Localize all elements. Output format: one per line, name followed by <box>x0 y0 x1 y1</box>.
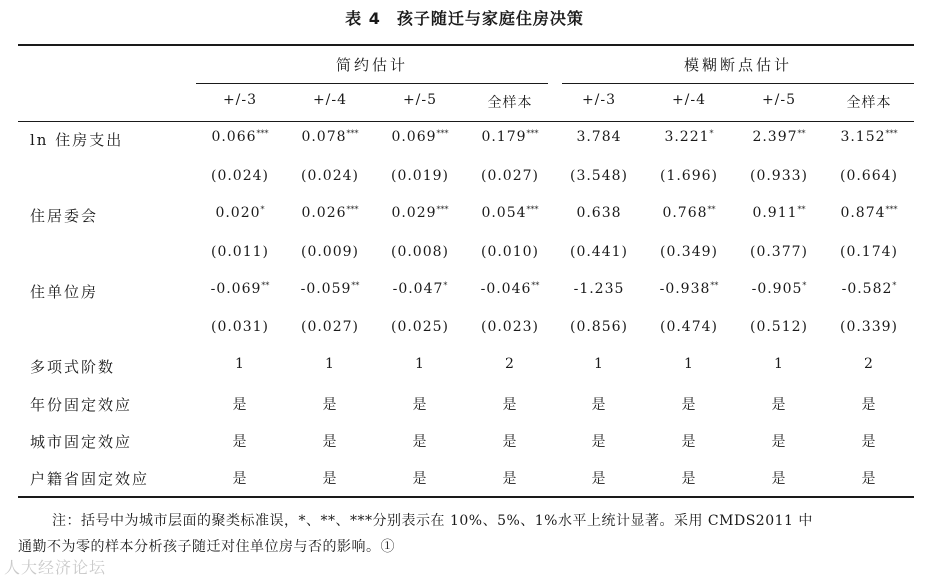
table-cell <box>551 431 647 451</box>
cell-value: (0.174) <box>839 244 898 260</box>
table-cell <box>372 205 468 221</box>
table-cell <box>372 244 468 260</box>
cell-value: -0.059 <box>300 281 352 297</box>
table-cell <box>282 129 378 145</box>
significance-stars: *** <box>346 205 359 214</box>
cell-value: 1 <box>684 356 694 372</box>
cell-value: (0.011) <box>210 244 269 260</box>
table-cell <box>551 394 647 414</box>
cell-value: 是 <box>322 434 338 450</box>
cell-value: -0.938 <box>659 281 711 297</box>
cell-value: 是 <box>322 397 338 413</box>
note-line-2: 通勤不为零的样本分析孩子随迁对住单位房与否的影响。① <box>18 539 395 555</box>
column-header: +/-3 <box>222 92 258 108</box>
table-cell <box>192 468 288 488</box>
cell-value: (0.008) <box>390 244 449 260</box>
cell-value: (0.024) <box>300 168 359 184</box>
significance-stars: *** <box>526 205 539 214</box>
cell-value: 是 <box>771 471 787 487</box>
cell-value: 0.911 <box>752 205 798 221</box>
cell-value: 3.152 <box>840 129 886 145</box>
cell-value: 0.026 <box>301 205 347 221</box>
cell-value: 是 <box>591 471 607 487</box>
cell-value: 是 <box>412 434 428 450</box>
table-cell <box>731 431 827 451</box>
table-cell <box>372 468 468 488</box>
table-cell <box>462 319 558 335</box>
header-rule <box>18 121 914 122</box>
cell-value: 2 <box>505 356 515 372</box>
group-header-reduced-form: 简约估计 <box>335 56 408 74</box>
cell-value: 是 <box>502 397 518 413</box>
cell-value: (0.025) <box>390 319 449 335</box>
cell-value: -0.046 <box>480 281 532 297</box>
cell-value: 0.874 <box>840 205 886 221</box>
table-number: 表 4 <box>345 9 381 28</box>
table-cell <box>641 168 737 184</box>
cell-value: 是 <box>861 471 877 487</box>
row-label: 户籍省固定效应 <box>30 470 150 488</box>
table-cell <box>551 281 647 297</box>
row-label: ln 住房支出 <box>30 131 124 149</box>
significance-stars: ** <box>797 129 806 138</box>
cell-value: 0.638 <box>576 205 622 221</box>
table-cell <box>551 168 647 184</box>
cell-value: 是 <box>681 434 697 450</box>
cell-value: 0.179 <box>481 129 527 145</box>
row-label: 年份固定效应 <box>30 396 133 414</box>
table-cell <box>821 129 917 145</box>
table-cell <box>641 356 737 372</box>
table-cell <box>731 168 827 184</box>
cell-value: 是 <box>232 471 248 487</box>
cell-value: 是 <box>412 397 428 413</box>
significance-stars: *** <box>436 205 449 214</box>
table-cell <box>731 129 827 145</box>
significance-stars: *** <box>885 129 898 138</box>
table-cell <box>821 394 917 414</box>
table-cell <box>282 205 378 221</box>
row-label: 多项式阶数 <box>30 358 116 376</box>
cell-value: 是 <box>591 434 607 450</box>
table-cell <box>462 431 558 451</box>
cell-value: (0.339) <box>839 319 898 335</box>
table-cell <box>282 244 378 260</box>
cell-value: -1.235 <box>573 281 625 297</box>
table-cell <box>192 394 288 414</box>
cell-value: (0.031) <box>210 319 269 335</box>
cell-value: 是 <box>232 397 248 413</box>
row-label: 城市固定效应 <box>30 433 133 451</box>
table-cell <box>372 129 468 145</box>
table-cell <box>282 168 378 184</box>
cell-value: 是 <box>322 471 338 487</box>
column-header: +/-3 <box>581 92 617 108</box>
cell-value: -0.069 <box>210 281 262 297</box>
cell-value: 1 <box>415 356 425 372</box>
table-cell <box>192 205 288 221</box>
cell-value: (0.027) <box>300 319 359 335</box>
table-cell <box>731 468 827 488</box>
watermark-logo: 人大经济论坛 <box>4 558 107 577</box>
table-cell <box>551 468 647 488</box>
column-header: 全样本 <box>487 95 533 111</box>
table-cell <box>551 356 647 372</box>
table-cell <box>641 319 737 335</box>
cell-value: -0.905 <box>751 281 803 297</box>
cell-value: (0.019) <box>390 168 449 184</box>
table-cell <box>192 281 288 297</box>
significance-stars: ** <box>531 281 540 290</box>
group-underline-reduced-form <box>196 83 548 84</box>
cell-value: 3.221 <box>664 129 710 145</box>
cell-value: 1 <box>325 356 335 372</box>
table-cell <box>821 431 917 451</box>
significance-stars: * <box>892 281 897 290</box>
cell-value: 2.397 <box>752 129 798 145</box>
table-cell <box>282 281 378 297</box>
table-cell <box>462 468 558 488</box>
column-header: +/-5 <box>761 92 797 108</box>
cell-value: 1 <box>235 356 245 372</box>
significance-stars: * <box>802 281 807 290</box>
table-cell <box>462 205 558 221</box>
significance-stars: ** <box>261 281 270 290</box>
cell-value: 0.078 <box>301 129 347 145</box>
cell-value: 是 <box>771 434 787 450</box>
cell-value: (0.856) <box>569 319 628 335</box>
table-cell <box>462 394 558 414</box>
cell-value: 是 <box>861 434 877 450</box>
table-cell <box>192 244 288 260</box>
significance-stars: *** <box>256 129 269 138</box>
table-cell <box>821 319 917 335</box>
cell-value: 0.069 <box>391 129 437 145</box>
table-cell <box>821 205 917 221</box>
table-cell <box>192 129 288 145</box>
table-title-text: 孩子随迁与家庭住房决策 <box>396 9 584 28</box>
table-cell <box>821 281 917 297</box>
table-cell <box>192 168 288 184</box>
table-cell <box>731 394 827 414</box>
cell-value: (0.024) <box>210 168 269 184</box>
table-cell <box>551 205 647 221</box>
column-header: 全样本 <box>846 95 892 111</box>
table-cell <box>731 356 827 372</box>
note-line-1: 注：括号中为城市层面的聚类标准误，*、**、***分别表示在 10%、5%、1%水平上统计显著。采用 CMDS2011 中 <box>52 513 813 529</box>
table-cell <box>372 319 468 335</box>
table-cell <box>462 168 558 184</box>
table-cell <box>282 394 378 414</box>
cell-value: 是 <box>861 397 877 413</box>
significance-stars: *** <box>436 129 449 138</box>
table-cell <box>282 356 378 372</box>
table-cell <box>551 129 647 145</box>
table-cell <box>641 244 737 260</box>
table-cell <box>641 394 737 414</box>
cell-value: 是 <box>591 397 607 413</box>
cell-value: (0.027) <box>480 168 539 184</box>
cell-value: (0.933) <box>749 168 808 184</box>
significance-stars: * <box>443 281 448 290</box>
table-cell <box>462 281 558 297</box>
cell-value: (1.696) <box>659 168 718 184</box>
top-rule <box>18 44 914 46</box>
cell-value: (0.349) <box>659 244 718 260</box>
cell-value: (0.474) <box>659 319 718 335</box>
group-header-fuzzy-rd: 模糊断点估计 <box>683 56 792 74</box>
significance-stars: *** <box>346 129 359 138</box>
significance-stars: * <box>260 205 265 214</box>
table-cell <box>641 205 737 221</box>
significance-stars: ** <box>710 281 719 290</box>
table-cell <box>641 129 737 145</box>
table-cell <box>192 319 288 335</box>
column-header: +/-5 <box>402 92 438 108</box>
table-cell <box>462 244 558 260</box>
table-cell <box>462 356 558 372</box>
cell-value: 是 <box>502 434 518 450</box>
significance-stars: *** <box>885 205 898 214</box>
table-cell <box>372 431 468 451</box>
significance-stars: ** <box>351 281 360 290</box>
significance-stars: ** <box>707 205 716 214</box>
table-cell <box>731 281 827 297</box>
table-cell <box>641 281 737 297</box>
cell-value: 是 <box>502 471 518 487</box>
cell-value: (0.441) <box>569 244 628 260</box>
table-cell <box>641 431 737 451</box>
cell-value: 是 <box>771 397 787 413</box>
cell-value: 0.054 <box>481 205 527 221</box>
cell-value: 2 <box>864 356 874 372</box>
cell-value: 1 <box>594 356 604 372</box>
group-underline-fuzzy-rd <box>562 83 914 84</box>
table-cell <box>551 319 647 335</box>
cell-value: -0.582 <box>841 281 893 297</box>
table-cell <box>372 394 468 414</box>
row-label: 住居委会 <box>30 207 99 225</box>
table-cell <box>282 468 378 488</box>
column-header: +/-4 <box>312 92 348 108</box>
significance-stars: *** <box>526 129 539 138</box>
cell-value: 0.768 <box>662 205 708 221</box>
table-cell <box>372 168 468 184</box>
cell-value: 是 <box>681 397 697 413</box>
cell-value: (0.377) <box>749 244 808 260</box>
table-cell <box>462 129 558 145</box>
table-cell <box>282 431 378 451</box>
table-cell <box>192 356 288 372</box>
table-cell <box>192 431 288 451</box>
table-cell <box>551 244 647 260</box>
cell-value: 1 <box>774 356 784 372</box>
table-cell <box>731 205 827 221</box>
cell-value: 是 <box>412 471 428 487</box>
significance-stars: ** <box>797 205 806 214</box>
cell-value: (0.010) <box>480 244 539 260</box>
table-note <box>18 508 914 560</box>
table-cell <box>372 281 468 297</box>
cell-value: (0.512) <box>749 319 808 335</box>
table-cell <box>731 319 827 335</box>
table-cell <box>372 356 468 372</box>
cell-value: (0.009) <box>300 244 359 260</box>
cell-value: 3.784 <box>576 129 622 145</box>
cell-value: 0.066 <box>211 129 257 145</box>
cell-value: (3.548) <box>569 168 628 184</box>
column-header: +/-4 <box>671 92 707 108</box>
row-label: 住单位房 <box>30 283 99 301</box>
cell-value: 0.020 <box>215 205 261 221</box>
table-cell <box>821 356 917 372</box>
table-cell <box>641 468 737 488</box>
cell-value: 是 <box>681 471 697 487</box>
cell-value: -0.047 <box>392 281 444 297</box>
table-cell <box>821 168 917 184</box>
table-cell <box>731 244 827 260</box>
cell-value: 0.029 <box>391 205 437 221</box>
cell-value: (0.664) <box>839 168 898 184</box>
table-cell <box>821 468 917 488</box>
table-cell <box>282 319 378 335</box>
table-title <box>0 6 929 29</box>
cell-value: (0.023) <box>480 319 539 335</box>
table-cell <box>821 244 917 260</box>
bottom-rule <box>18 496 914 498</box>
significance-stars: * <box>709 129 714 138</box>
cell-value: 是 <box>232 434 248 450</box>
